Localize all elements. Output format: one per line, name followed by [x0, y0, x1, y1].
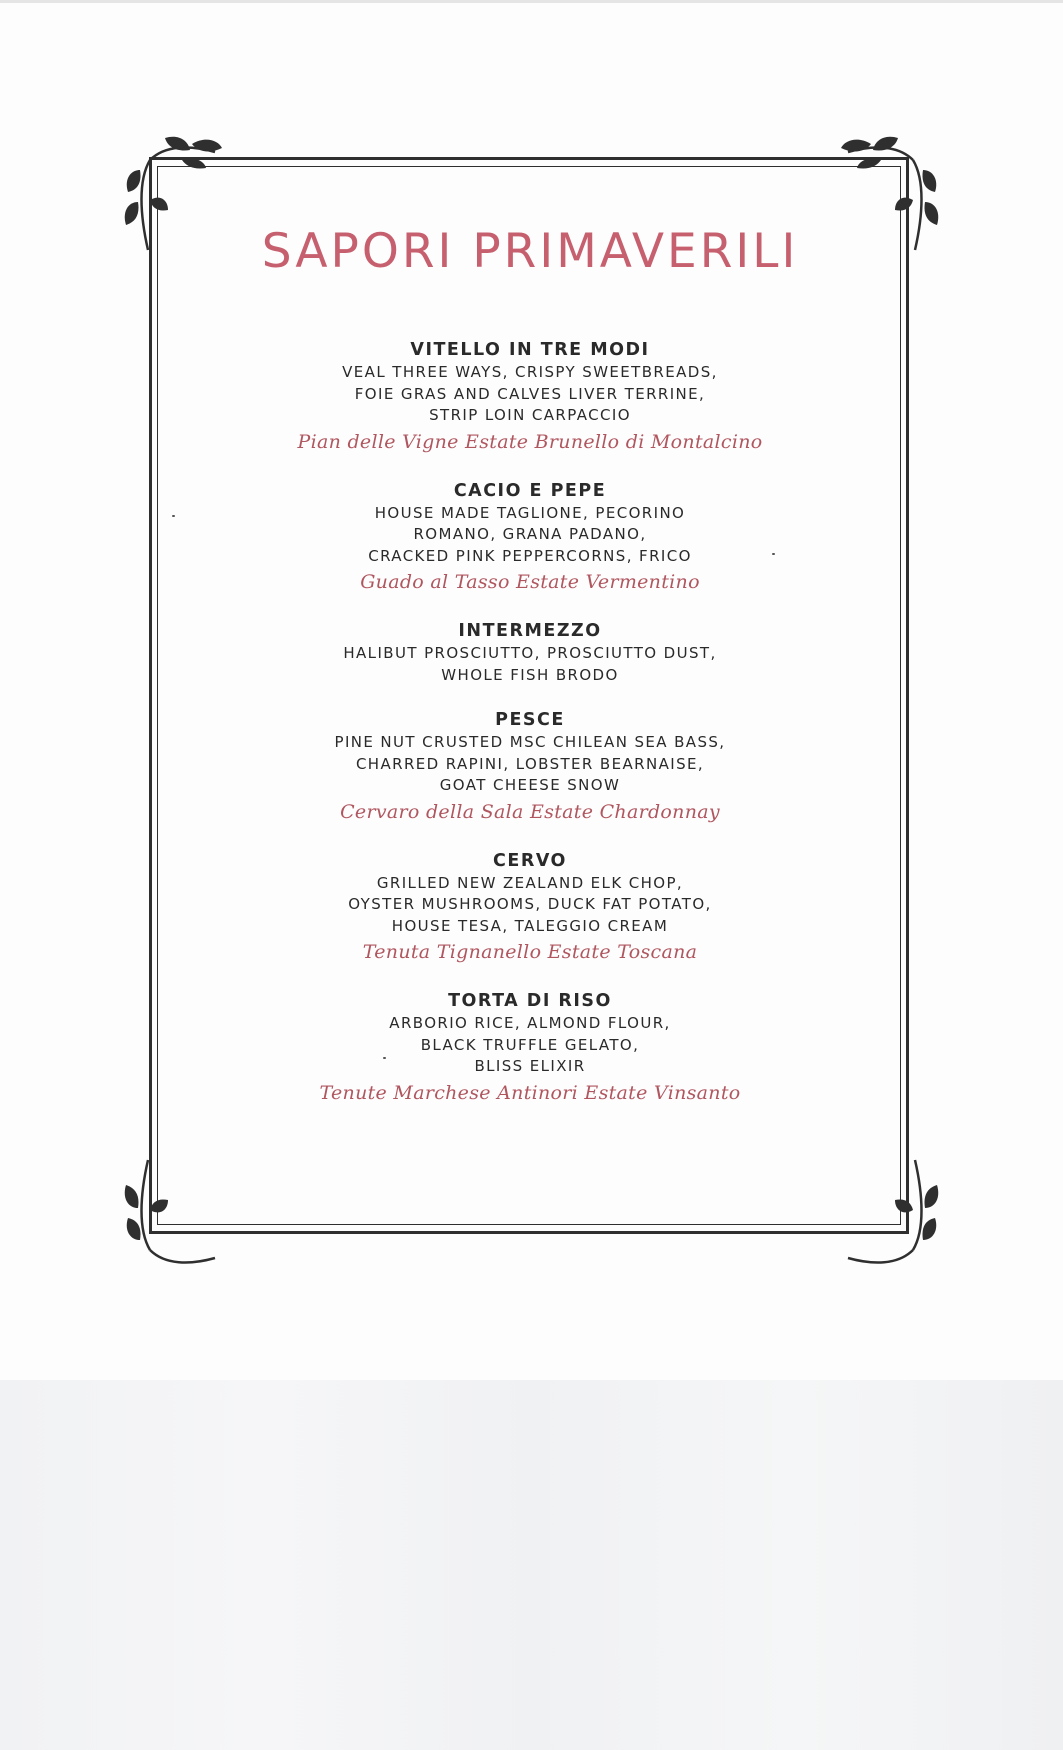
- course-name: VITELLO IN TRE MODI: [410, 340, 650, 360]
- course-item: [180, 708, 880, 827]
- course-item: [180, 849, 880, 968]
- course-description-line: WHOLE FISH BRODO: [441, 665, 619, 684]
- menu-title: SAPORI PRIMAVERILI: [261, 224, 799, 279]
- scan-lower-area: [0, 1380, 1063, 1750]
- leaf-vine-ornament-icon: [120, 1130, 230, 1280]
- leaf-vine-ornament-icon: [833, 1130, 943, 1280]
- course-item: [180, 338, 880, 457]
- course-description-line: CRACKED PINK PEPPERCORNS, FRICO: [368, 546, 692, 565]
- course-description-line: BLACK TRUFFLE GELATO,: [420, 1035, 640, 1054]
- course-name: INTERMEZZO: [458, 621, 602, 641]
- scan-top-edge: [0, 0, 1063, 3]
- course-description-line: HALIBUT PROSCIUTTO, PROSCIUTTO DUST,: [343, 644, 717, 662]
- wine-pairing: Tenute Marchese Antinori Estate Vinsanto: [319, 1081, 741, 1104]
- course-description-line: BLISS ELIXIR: [474, 1057, 586, 1075]
- course-list: [180, 338, 880, 1130]
- course-item: [180, 479, 880, 598]
- wine-pairing: Pian delle Vigne Estate Brunello di Montalcino: [297, 430, 763, 453]
- course-description-line: GOAT CHEESE SNOW: [439, 776, 621, 794]
- course-item: [180, 619, 880, 686]
- scan-speck: [772, 553, 775, 555]
- course-description-line: ARBORIO RICE, ALMOND FLOUR,: [389, 1014, 671, 1032]
- course-description-line: HOUSE TESA, TALEGGIO CREAM: [391, 916, 669, 935]
- scan-speck: [172, 515, 175, 517]
- course-name: CACIO E PEPE: [453, 480, 607, 501]
- course-description-line: CHARRED RAPINI, LOBSTER BEARNAISE,: [355, 754, 705, 773]
- course-description-line: HOUSE MADE TAGLIONE, PECORINO: [374, 503, 686, 522]
- wine-pairing: Tenuta Tignanello Estate Toscana: [362, 941, 698, 963]
- course-description-line: FOIE GRAS AND CALVES LIVER TERRINE,: [354, 384, 706, 403]
- course-name: TORTA DI RISO: [448, 991, 612, 1011]
- course-description-line: GRILLED NEW ZEALAND ELK CHOP,: [376, 873, 684, 892]
- wine-pairing: Guado al Tasso Estate Vermentino: [360, 571, 700, 593]
- course-description-line: VEAL THREE WAYS, CRISPY SWEETBREADS,: [342, 363, 718, 381]
- scan-speck: [383, 1057, 386, 1059]
- course-description-line: OYSTER MUSHROOMS, DUCK FAT POTATO,: [348, 895, 712, 913]
- wine-pairing: Cervaro della Sala Estate Chardonnay: [340, 800, 720, 823]
- course-description-line: ROMANO, GRANA PADANO,: [413, 525, 647, 543]
- course-name: PESCE: [495, 710, 565, 730]
- course-description-line: STRIP LOIN CARPACCIO: [429, 406, 631, 424]
- course-name: CERVO: [493, 850, 567, 871]
- course-item: [180, 989, 880, 1108]
- course-description-line: PINE NUT CRUSTED MSC CHILEAN SEA BASS,: [334, 733, 726, 751]
